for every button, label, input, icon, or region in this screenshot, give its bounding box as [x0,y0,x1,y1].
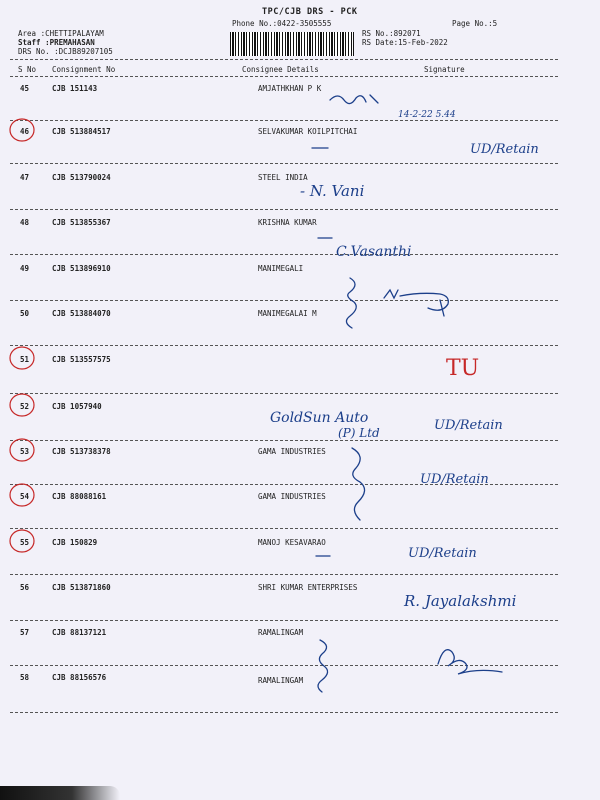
row-sno: 56 [20,583,30,592]
row-consignment: CJB 88088161 [52,492,107,501]
row-consignment: CJB 513871860 [52,583,111,592]
row-consignment: CJB 88137121 [52,628,107,637]
column-header-sno: S No [18,65,37,74]
row-consignee: GAMA INDUSTRIES [258,492,326,501]
document-title: TPC/CJB DRS - PCK [262,7,358,17]
row-consignment: CJB 513896910 [52,264,111,273]
handwritten-ud-retain: UD/Retain [434,418,503,433]
handwritten-ud-retain: UD/Retain [470,142,539,157]
row-sno: 49 [20,264,30,273]
row-consignee: KRISHNA KUMAR [258,218,317,227]
row-consignee: SELVAKUMAR KOILPITCHAI [258,127,358,136]
row-consignee: MANOJ KESAVARAO [258,538,326,547]
row-consignee: MANIMEGALAI M [258,309,317,318]
brace-mark [352,448,365,520]
signature-row-49 [384,290,448,316]
handwritten-goldsun-ltd: (P) Ltd [338,426,380,440]
row-sno: 47 [20,173,30,182]
column-header-consignee: Consignee Details [242,65,319,74]
row-consignment: CJB 513884070 [52,309,111,318]
handwritten-goldsun: GoldSun Auto [270,410,369,426]
drs-number: DRS No. :DCJB89207105 [18,47,113,56]
row-sno: 52 [20,402,30,411]
brace-mark [346,278,356,328]
area-label: Area :CHETTIPALAYAM [18,29,104,38]
row-sno: 54 [20,492,30,501]
column-header-signature: Signature [424,65,465,74]
row-consignment: CJB 1057940 [52,402,102,411]
row-sno: 48 [20,218,30,227]
handwritten-r-jayalakshmi: R. Jayalakshmi [404,592,517,610]
row-sno: 51 [20,355,30,364]
rs-number: RS No.:892071 [362,29,421,38]
row-sno: 53 [20,447,30,456]
handwritten-ud-retain: UD/Retain [408,546,477,561]
row-sno: 57 [20,628,30,637]
row-sno: 55 [20,538,30,547]
red-circle-53 [10,439,34,461]
signature-row-45 [330,95,378,104]
row-consignment: CJB 513790024 [52,173,111,182]
row-consignee: STEEL INDIA [258,173,308,182]
staff-label: Staff :PREMAHASAN [18,38,95,47]
row-consignee: RAMALINGAM [258,628,304,637]
phone-number: Phone No.:0422-3505555 [232,19,332,28]
red-circle-55 [10,530,34,552]
handwritten-tu: TU [446,356,480,381]
row-consignee: GAMA INDUSTRIES [258,447,326,456]
row-consignment: CJB 151143 [52,84,98,93]
row-sno: 50 [20,309,30,318]
row-consignee: MANIMEGALI [258,264,304,273]
row-consignment: CJB 150829 [52,538,98,547]
red-circle-46 [10,119,34,141]
column-header-consignment: Consignment No [52,65,116,74]
row-consignee: SHRI KUMAR ENTERPRISES [258,583,358,592]
page-number: Page No.:5 [452,19,498,28]
row-consignee: RAMALINGAM [258,676,304,685]
row-consignment: CJB 513738378 [52,447,111,456]
red-circle-54 [10,484,34,506]
scan-artifact [0,786,120,800]
handwritten-date: 14-2-22 5.44 [398,110,456,120]
signature-row-57 [438,650,502,674]
row-consignment: CJB 513884517 [52,127,111,136]
rs-date: RS Date:15-Feb-2022 [362,38,448,47]
brace-mark [318,640,328,692]
row-sno: 46 [20,127,30,136]
row-sno: 45 [20,84,30,93]
red-circle-52 [10,394,34,416]
handwritten-c-vasanthi: C.Vasanthi [336,244,412,260]
row-consignment: CJB 513557575 [52,355,111,364]
row-consignment: CJB 88156576 [52,673,107,682]
handwritten-n-vani: - N. Vani [300,182,365,200]
row-sno: 58 [20,673,30,682]
row-consignment: CJB 513855367 [52,218,111,227]
row-consignee: AMJATHKHAN P K [258,84,322,93]
handwritten-ud-retain: UD/Retain [420,472,489,487]
red-circle-51 [10,347,34,369]
